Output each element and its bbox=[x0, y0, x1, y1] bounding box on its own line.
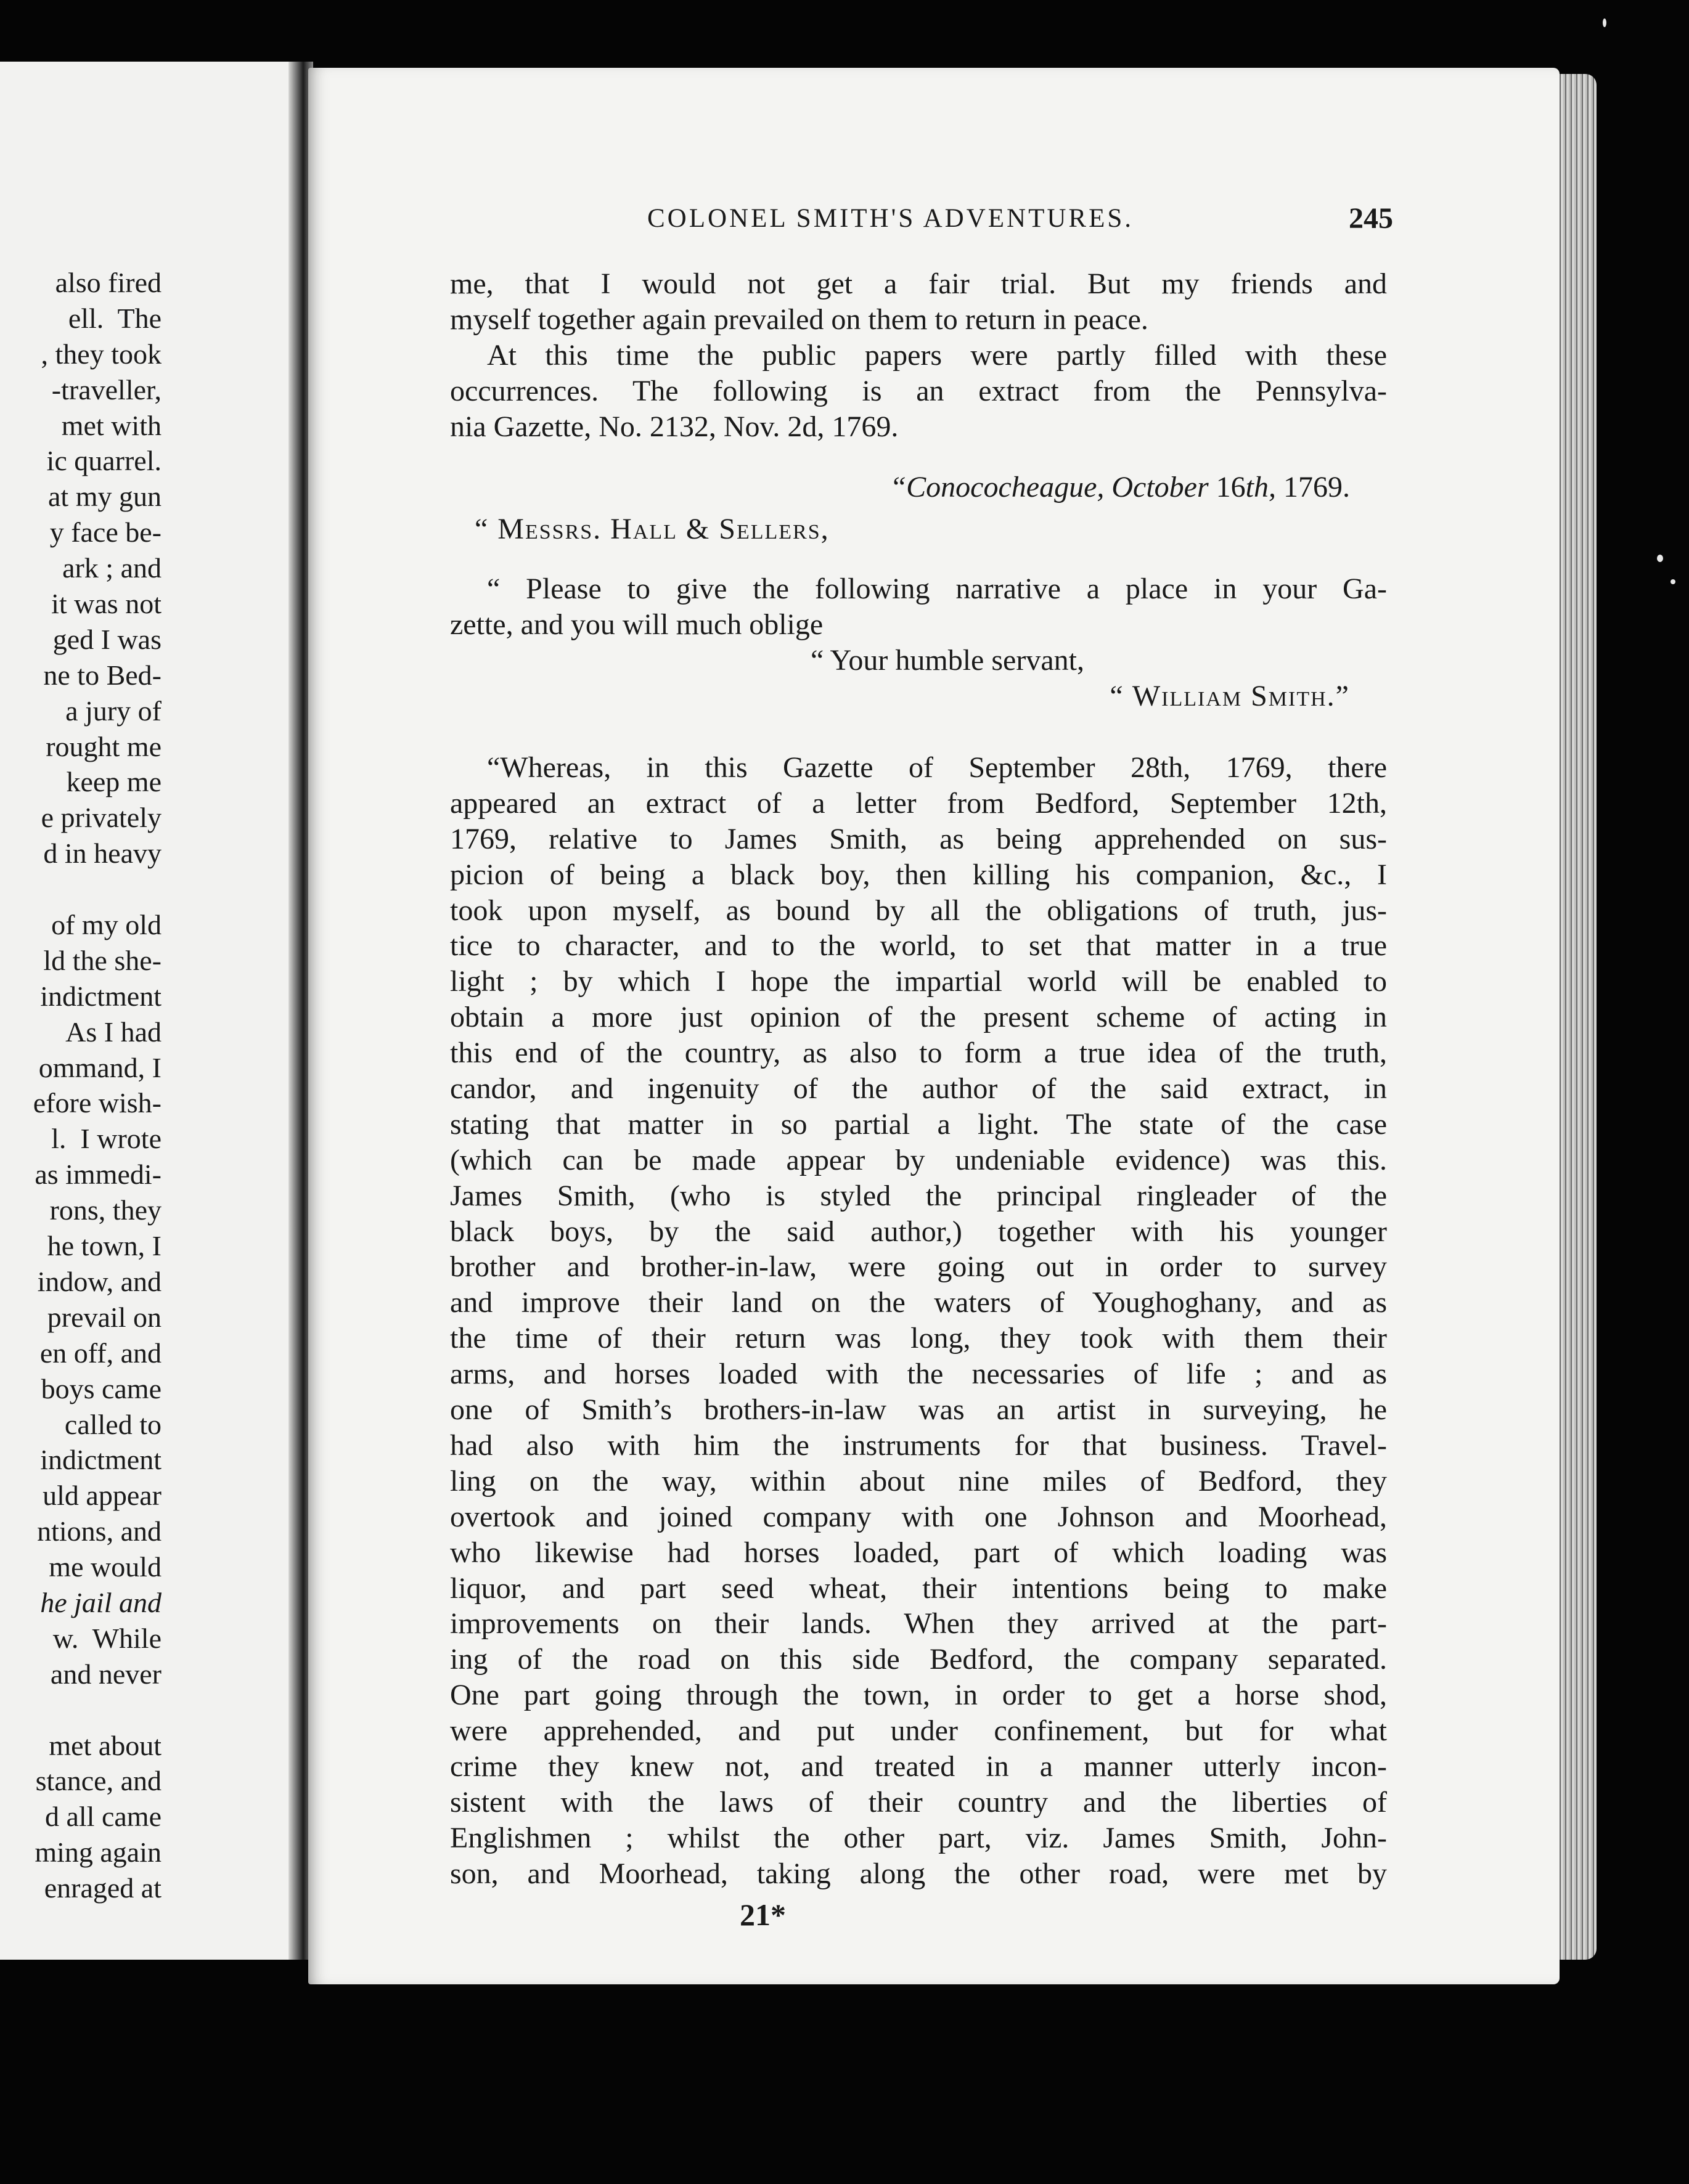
text-line: James Smith, (who is styled the principal ringleader of the bbox=[450, 1179, 1387, 1212]
text-line: brother and brother-in-law, were going out in order to survey bbox=[450, 1250, 1387, 1284]
left-text-line: also fired bbox=[55, 267, 162, 298]
dateline-place: “Conococheague, October bbox=[889, 471, 1216, 504]
text-line: were apprehended, and put under confinement, but for what bbox=[450, 1714, 1387, 1748]
left-text-line bbox=[0, 1692, 162, 1728]
left-text-line: ic quarrel. bbox=[46, 445, 162, 477]
text-line: arms, and horses loaded with the necessaries of life ; and as bbox=[450, 1358, 1387, 1391]
text-line: black boys, by the said author,) together with his younger bbox=[450, 1215, 1387, 1248]
text-line: Englishmen ; whilst the other part, viz. James Smith, John- bbox=[450, 1821, 1387, 1854]
dust-speck bbox=[1671, 579, 1675, 584]
left-text-line: of my old bbox=[51, 909, 162, 941]
left-text-line: boys came bbox=[41, 1372, 162, 1404]
dust-speck bbox=[1657, 555, 1663, 562]
left-text-line: and never bbox=[50, 1658, 162, 1690]
left-text-line: indictment bbox=[40, 1444, 162, 1476]
left-text-line: stance, and bbox=[35, 1765, 162, 1797]
text-line: one of Smith’s brothers-in-law was an artist in surveying, he bbox=[450, 1393, 1387, 1427]
text-line: (which can be made appear by undeniable evidence) was this. bbox=[450, 1143, 1387, 1176]
text-line: “ Please to give the following narrative a place in your Ga- bbox=[487, 572, 1387, 606]
text-line: nia Gazette, No. 2132, Nov. 2d, 1769. bbox=[450, 410, 899, 443]
dust-speck bbox=[1603, 18, 1606, 27]
left-text-line: ntions, and bbox=[37, 1515, 162, 1547]
text-line: sistent with the laws of their country and the liberties of bbox=[450, 1785, 1387, 1819]
left-text-line: enraged at bbox=[44, 1872, 162, 1904]
left-text-line: w. While bbox=[52, 1622, 162, 1654]
text-line: appeared an extract of a letter from Bedford, September 12th, bbox=[450, 786, 1387, 820]
letter-closing: “ Your humble servant, bbox=[811, 644, 1084, 677]
left-text-line: called to bbox=[64, 1408, 162, 1440]
left-text-line: efore wish- bbox=[33, 1087, 162, 1119]
text-line: candor, and ingenuity of the author of the said extract, in bbox=[450, 1072, 1387, 1106]
left-text-line: indictment bbox=[40, 980, 162, 1012]
signature-mark: 21* bbox=[740, 1897, 786, 1932]
running-header bbox=[647, 197, 1393, 240]
left-page-text bbox=[0, 265, 162, 1906]
letter-salutation: “ Messrs. Hall & Sellers, bbox=[475, 513, 830, 546]
left-text-line: -traveller, bbox=[51, 373, 162, 405]
left-text-line: ged I was bbox=[52, 623, 162, 655]
text-line: liquor, and part seed wheat, their intentions being to make bbox=[450, 1571, 1387, 1605]
left-text-line: d in heavy bbox=[43, 837, 162, 870]
left-text-line: a jury of bbox=[65, 695, 162, 727]
left-text-line: prevail on bbox=[47, 1301, 162, 1333]
left-text-line: met about bbox=[49, 1729, 162, 1761]
left-text-line: y face be- bbox=[49, 516, 162, 548]
left-text-line: he town, I bbox=[47, 1230, 162, 1262]
text-line: ling on the way, within about nine miles of Bedford, they bbox=[450, 1464, 1387, 1497]
spacer bbox=[450, 714, 1387, 750]
letter-signature: “ William Smith.” bbox=[1110, 680, 1350, 713]
spacer bbox=[450, 444, 1387, 466]
spacer bbox=[450, 550, 1387, 571]
page-body bbox=[450, 266, 1387, 1892]
text-line: light ; by which I hope the impartial world will be enabled to bbox=[450, 965, 1387, 998]
left-text-line: as immedi- bbox=[35, 1159, 162, 1191]
text-line: picion of being a black boy, then killing his companion, &c., I bbox=[450, 858, 1387, 891]
dateline-day: 16 bbox=[1216, 471, 1246, 504]
left-text-line: ell. The bbox=[68, 302, 162, 334]
text-line: took upon myself, as bound by all the obligations of truth, jus- bbox=[450, 894, 1387, 927]
left-text-line: e privately bbox=[41, 802, 162, 834]
text-line: At this time the public papers were partly filled with these bbox=[487, 338, 1387, 372]
left-text-line: d all came bbox=[44, 1801, 162, 1833]
letter-dateline bbox=[450, 466, 1387, 509]
left-text-line: it was not bbox=[51, 588, 162, 620]
text-line: the time of their return was long, they took with them their bbox=[450, 1322, 1387, 1355]
left-text-line: ne to Bed- bbox=[43, 659, 162, 691]
left-text-line: ommand, I bbox=[38, 1051, 162, 1083]
left-facing-page bbox=[0, 62, 303, 1960]
text-line: crime they knew not, and treated in a manner utterly incon- bbox=[450, 1750, 1387, 1783]
left-text-line: rought me bbox=[46, 730, 162, 762]
text-line: me, that I would not get a fair trial. But my friends and bbox=[450, 267, 1387, 300]
text-line: One part going through the town, in order to get a horse shod, bbox=[450, 1679, 1387, 1712]
dateline-suffix: th, bbox=[1245, 471, 1276, 504]
left-text-line: at my gun bbox=[48, 481, 162, 513]
dateline-year: 1769. bbox=[1276, 471, 1350, 504]
left-text-line: keep me bbox=[66, 766, 162, 798]
text-line: who likewise had horses loaded, part of which loading was bbox=[450, 1536, 1387, 1569]
intro-paragraph bbox=[450, 266, 1387, 444]
text-line: and improve their land on the waters of Youghoghany, and as bbox=[450, 1286, 1387, 1319]
narrative-paragraph bbox=[450, 750, 1387, 1892]
left-text-line: ld the she- bbox=[43, 944, 162, 976]
left-text-line: he jail and bbox=[40, 1586, 162, 1618]
left-text-line: l. I wrote bbox=[51, 1123, 162, 1155]
left-text-line: met with bbox=[61, 409, 162, 441]
left-text-line: As I had bbox=[65, 1016, 162, 1048]
text-line: myself together again prevailed on them to return in peace. bbox=[450, 303, 1148, 336]
text-line: overtook and joined company with one Johnson and Moorhead, bbox=[450, 1500, 1387, 1533]
left-text-line: ark ; and bbox=[62, 552, 162, 584]
text-line: this end of the country, as also to form a true idea of the truth, bbox=[450, 1037, 1387, 1070]
left-text-line: rons, they bbox=[49, 1194, 162, 1226]
left-text-line: en off, and bbox=[39, 1337, 162, 1369]
text-line: improvements on their lands. When they arrived at the part- bbox=[450, 1607, 1387, 1640]
left-text-line: me would bbox=[49, 1551, 162, 1583]
left-text-line: , they took bbox=[41, 338, 162, 370]
left-text-line bbox=[0, 871, 162, 907]
text-line: obtain a more just opinion of the present scheme of acting in bbox=[450, 1001, 1387, 1034]
left-text-line: uld appear bbox=[43, 1480, 162, 1512]
text-line: tice to character, and to the world, to set that matter in a true bbox=[450, 929, 1387, 963]
text-line: 1769, relative to James Smith, as being apprehended on sus- bbox=[450, 822, 1387, 855]
text-line: son, and Moorhead, taking along the other road, were met by bbox=[450, 1857, 1387, 1890]
left-text-line: ming again bbox=[35, 1836, 162, 1868]
page-number: 245 bbox=[1349, 202, 1393, 235]
text-line: had also with him the instruments for that business. Travel- bbox=[450, 1428, 1387, 1462]
text-line: ing of the road on this side Bedford, the company separated. bbox=[450, 1643, 1387, 1676]
left-text-line: indow, and bbox=[37, 1265, 162, 1297]
text-line: zette, and you will much oblige bbox=[450, 608, 824, 642]
text-line: stating that matter in so partial a light. The state of the case bbox=[450, 1107, 1387, 1141]
text-line: occurrences. The following is an extract from the Pennsylva- bbox=[450, 374, 1387, 407]
running-title: COLONEL SMITH'S ADVENTURES. bbox=[647, 204, 1134, 233]
text-line: “Whereas, in this Gazette of September 28th, 1769, there bbox=[487, 751, 1387, 784]
